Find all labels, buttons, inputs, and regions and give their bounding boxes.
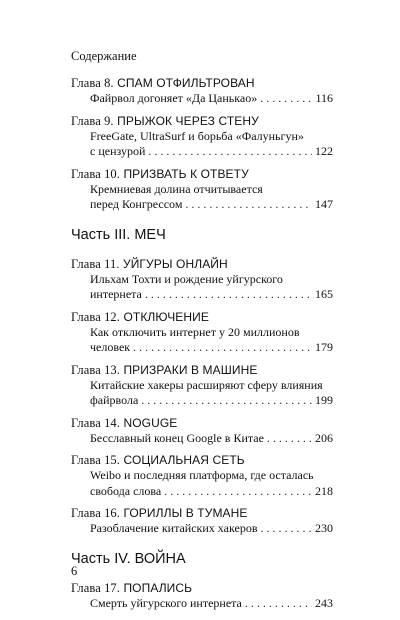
running-header: Содержание <box>71 49 137 63</box>
dot-leader <box>185 197 312 213</box>
description-text: файрвола <box>90 393 139 407</box>
dot-leader <box>260 91 312 107</box>
chapter-page-number: 230 <box>315 521 333 535</box>
chapter-number: Глава 12. <box>71 309 121 324</box>
chapter-heading <box>71 416 333 431</box>
chapter-number: Глава 13. <box>71 362 121 377</box>
description-text: Ильхам Тохти и рождение уйгурского <box>90 271 283 286</box>
chapter-number: Глава 14. <box>71 415 121 430</box>
description-text: перед Конгрессом <box>90 197 183 211</box>
description-text: свобода слова <box>90 483 162 498</box>
description-last-line <box>90 91 333 107</box>
dot-leader <box>145 287 312 303</box>
chapter-description <box>90 521 333 537</box>
chapter-page-number: 147 <box>315 197 333 211</box>
chapter-page-number: 199 <box>315 393 333 407</box>
description-line <box>90 272 333 288</box>
description-text: Как отключить интернет у 20 миллионов <box>90 324 300 339</box>
toc-chapter[interactable] <box>71 257 333 303</box>
chapter-page-number: 206 <box>315 430 333 445</box>
chapter-number: Глава 11. <box>71 256 120 271</box>
toc-chapter[interactable] <box>71 581 333 612</box>
description-text: Кремниевая долина отчитывается <box>90 181 263 196</box>
description-last-line <box>90 340 333 356</box>
description-text: Разоблачение китайских хакеров <box>90 521 258 535</box>
table-of-contents <box>71 76 333 618</box>
description-text: Файрвол догоняет «Да Цанькао» <box>90 91 258 105</box>
description-text: Бесславный конец Google в Китае <box>90 430 264 445</box>
chapter-title: NOGUGE <box>123 415 178 430</box>
page-number: 6 <box>71 564 78 578</box>
chapter-page-number: 116 <box>315 91 333 105</box>
chapter-description <box>90 431 333 447</box>
description-last-line <box>90 393 333 409</box>
dot-leader <box>164 484 312 500</box>
description-last-line <box>90 521 333 537</box>
chapter-title: ГОРИЛЛЫ В ТУМАНЕ <box>123 506 248 520</box>
chapter-heading <box>71 581 333 596</box>
description-last-line <box>90 287 333 303</box>
chapter-heading <box>71 114 333 129</box>
dot-leader <box>261 521 312 537</box>
description-last-line <box>90 431 333 447</box>
description-line <box>90 468 333 484</box>
dot-leader <box>133 340 312 356</box>
chapter-title: ОТКЛЮЧЕНИЕ <box>123 309 210 324</box>
description-text: FreeGate, UltraSurf и борьба «Фалуньгун» <box>90 128 304 143</box>
description-last-line <box>90 197 333 213</box>
chapter-description <box>90 325 333 356</box>
chapter-number: Глава 10. <box>71 166 121 181</box>
description-text: Weibo и последняя платформа, где осталась <box>90 468 314 482</box>
description-last-line <box>90 484 333 500</box>
chapter-page-number: 165 <box>315 287 333 301</box>
chapter-page-number: 179 <box>315 340 333 354</box>
description-last-line <box>90 596 333 612</box>
chapter-number: Глава 15. <box>71 453 121 467</box>
dot-leader <box>245 596 312 612</box>
description-line <box>90 129 333 145</box>
description-text: человек <box>90 340 131 354</box>
chapter-title: СПАМ ОТФИЛЬТРОВАН <box>117 76 255 90</box>
chapter-heading <box>71 76 333 91</box>
toc-chapter[interactable] <box>71 363 333 409</box>
toc-chapter[interactable] <box>71 114 333 160</box>
chapter-description <box>90 596 333 612</box>
toc-chapter[interactable] <box>71 167 333 213</box>
description-text: Китайские хакеры расширяют сферу влияния <box>90 377 323 392</box>
description-text: Смерть уйгурского интернета <box>90 595 242 610</box>
chapter-description <box>90 272 333 303</box>
chapter-description <box>90 182 333 213</box>
chapter-heading <box>71 310 333 325</box>
description-text: с цензурой <box>90 144 146 158</box>
chapter-page-number: 122 <box>315 144 333 158</box>
chapter-title: ПРИЗРАКИ В МАШИНЕ <box>123 362 258 377</box>
chapter-heading <box>71 257 333 272</box>
part-heading: Часть IV. ВОЙНА <box>71 550 186 567</box>
toc-chapter[interactable] <box>71 416 333 447</box>
toc-chapter[interactable] <box>71 310 333 356</box>
description-line <box>90 325 333 341</box>
chapter-heading <box>71 167 333 182</box>
chapter-description <box>90 468 333 499</box>
chapter-heading <box>71 506 333 521</box>
dot-leader <box>267 431 312 447</box>
chapter-number: Глава 9. <box>71 113 114 128</box>
description-line <box>90 182 333 198</box>
chapter-description <box>90 129 333 160</box>
chapter-title: СОЦИАЛЬНАЯ СЕТЬ <box>123 453 245 467</box>
description-text: интернета <box>90 287 142 301</box>
chapter-title: УЙГУРЫ ОНЛАЙН <box>122 256 228 271</box>
chapter-page-number: 243 <box>315 595 333 610</box>
chapter-heading <box>71 453 333 468</box>
chapter-title: ПРИЗВАТЬ К ОТВЕТУ <box>123 166 249 181</box>
chapter-heading <box>71 363 333 378</box>
toc-chapter[interactable] <box>71 76 333 107</box>
chapter-description <box>90 91 333 107</box>
dot-leader <box>141 393 312 409</box>
chapter-number: Глава 17. <box>71 580 121 595</box>
toc-chapter[interactable] <box>71 453 333 499</box>
chapter-number: Глава 16. <box>71 506 121 520</box>
description-last-line <box>90 144 333 160</box>
dot-leader <box>148 144 312 160</box>
description-line <box>90 378 333 394</box>
toc-chapter[interactable] <box>71 506 333 537</box>
chapter-description <box>90 378 333 409</box>
part-heading: Часть III. МЕЧ <box>71 226 166 243</box>
chapter-page-number: 218 <box>315 483 333 498</box>
chapter-title: ПОПАЛИСЬ <box>123 580 193 595</box>
chapter-title: ПРЫЖОК ЧЕРЕЗ СТЕНУ <box>117 113 259 128</box>
chapter-number: Глава 8. <box>71 76 114 90</box>
